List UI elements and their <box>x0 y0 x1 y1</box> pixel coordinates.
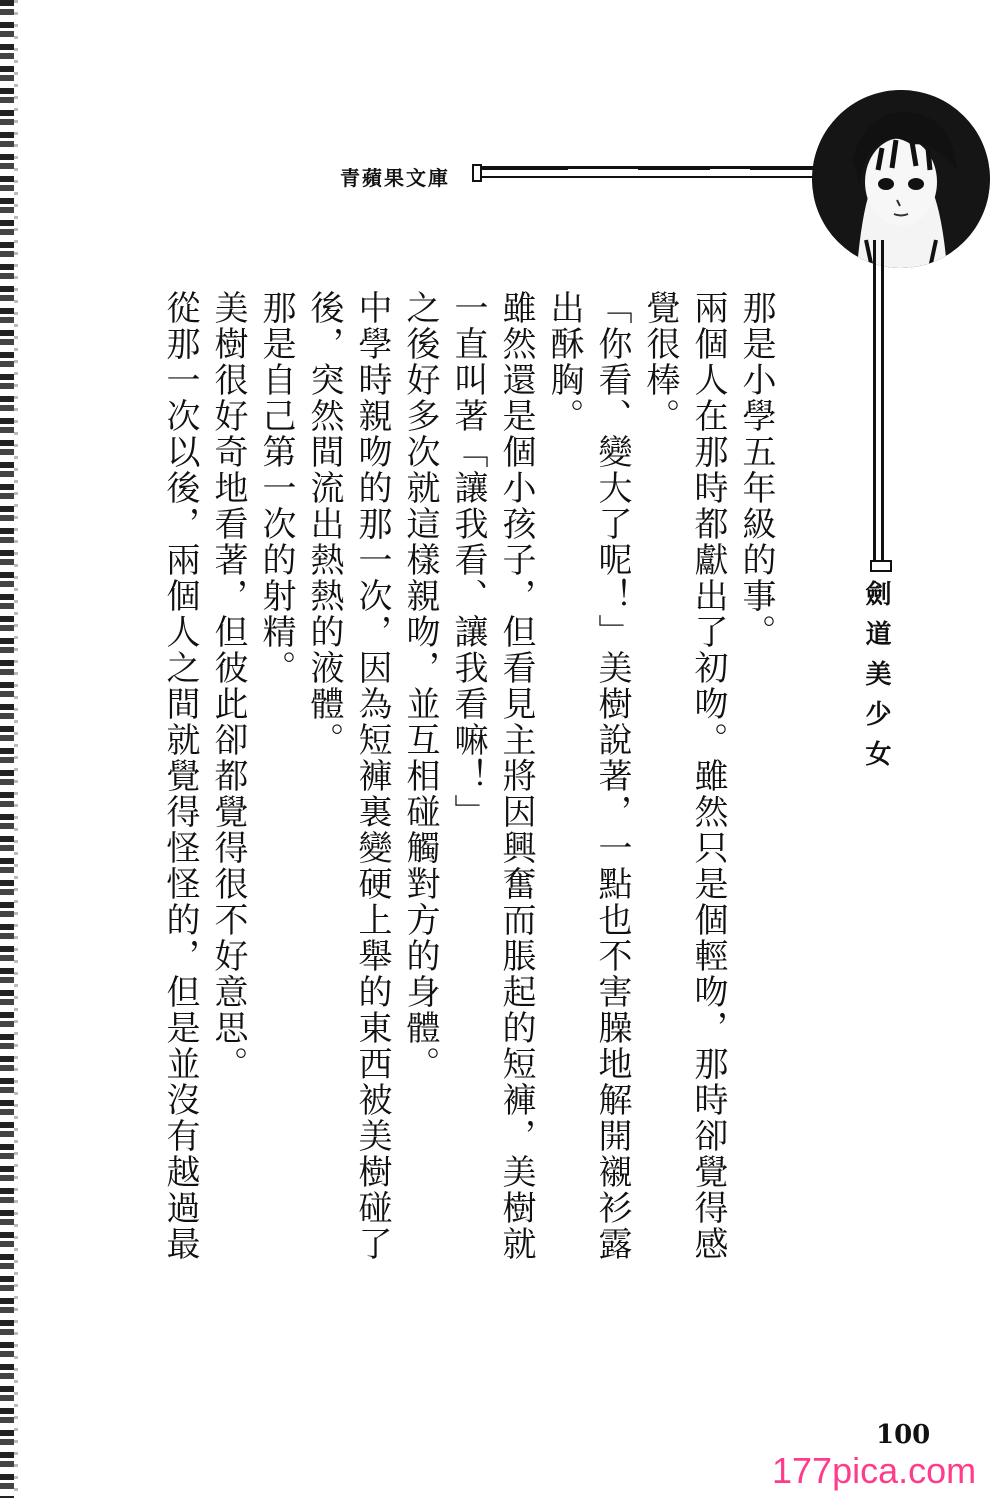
body-line: 一直叫著「讓我看、讓我看嘛！」 <box>448 290 488 830</box>
body-text <box>160 290 780 1380</box>
body-line: 後，突然間流出熱熱的液體。 <box>304 290 344 758</box>
body-line: 「你看、變大了呢！」美樹說著，一點也不害臊地解開襯衫露 <box>592 290 632 1262</box>
vertical-rule-cap <box>870 560 892 572</box>
vertical-rule <box>873 240 876 570</box>
body-line: 之後好多次就這樣親吻，並互相碰觸對方的身體。 <box>400 290 440 1082</box>
header-rule-gap <box>568 169 638 175</box>
header-rule <box>478 166 823 170</box>
book-title: 劍道美少女 <box>861 580 891 780</box>
binding-shadow <box>14 0 18 1498</box>
character-portrait <box>812 90 990 268</box>
body-line: 兩個人在那時都獻出了初吻。雖然只是個輕吻，那時卻覺得感 <box>688 290 728 1262</box>
watermark: 177pica.com <box>772 1450 977 1491</box>
body-line: 那是自己第一次的射精。 <box>256 290 296 686</box>
body-line: 那是小學五年級的事。 <box>736 290 776 650</box>
body-line: 出酥胸。 <box>544 290 584 434</box>
portrait-illustration <box>812 90 990 268</box>
binding-edge <box>0 0 14 1498</box>
page-number: 100 <box>876 1420 931 1450</box>
header-rule-thin <box>478 176 823 178</box>
body-line: 從那一次以後，兩個人之間就覺得怪怪的，但是並沒有越過最 <box>160 290 200 1262</box>
header-rule-gap-2 <box>710 169 750 175</box>
header-rule-cap <box>472 164 482 182</box>
series-label: 青蘋果文庫 <box>340 166 450 190</box>
body-line: 中學時親吻的那一次，因為短褲裏變硬上舉的東西被美樹碰了 <box>352 290 392 1262</box>
vertical-rule-inner <box>881 240 884 570</box>
body-line: 覺很棒。 <box>640 290 680 434</box>
body-line: 雖然還是個小孩子，但看見主將因興奮而脹起的短褲，美樹就 <box>496 290 536 1262</box>
body-line: 美樹很好奇地看著，但彼此卻都覺得很不好意思。 <box>208 290 248 1082</box>
